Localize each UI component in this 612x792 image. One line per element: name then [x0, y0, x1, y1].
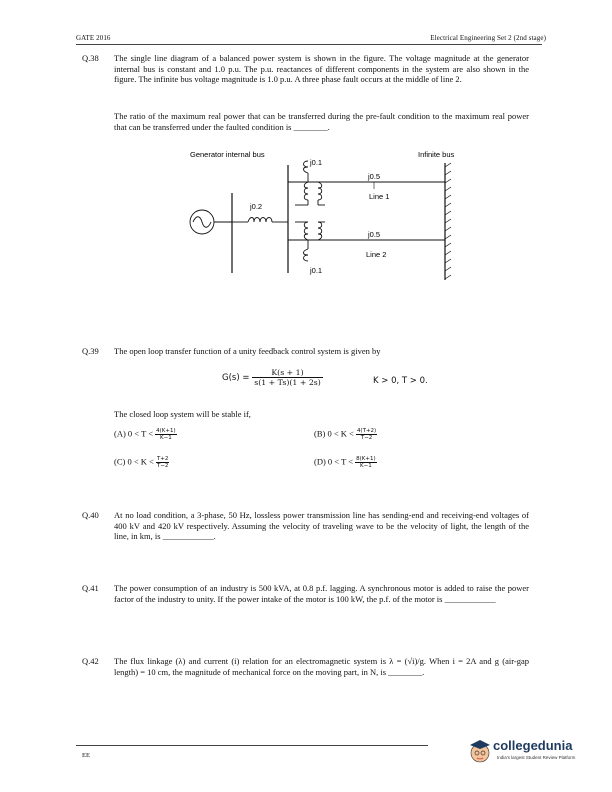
bottom-shunt-inductor: [304, 249, 309, 261]
line1-reactance: j0.5: [368, 172, 381, 181]
page-header-right: Electrical Engineering Set 2 (2nd stage): [430, 34, 546, 42]
gen-reactance-label: j0.2: [250, 202, 263, 211]
q41-number: Q.41: [82, 583, 99, 593]
q39-option-c: [114, 456, 169, 469]
q39-option-b: [314, 428, 377, 441]
q41-text: The power consumption of an industry is 500 kVA, at 0.8 p.f. lagging. A synchronous motor is added to raise the power factor of the industry to unity. If the power intake of the motor is 100 kW, the p.f. of the motor is ____________: [114, 583, 529, 604]
gen-bus-label: Generator internal bus: [190, 150, 265, 159]
footer-brand: collegedunia: [493, 738, 573, 753]
q39-transfer-function: [222, 368, 323, 387]
line1-inductor: [304, 182, 308, 200]
q42-text: The flux linkage (λ) and current (i) relation for an electromagnetic system is λ = (√i)/g. When i = 2A and g (air-gap length) = 10 cm, the magnitude of mechanical force on the moving part, in N, is ________.: [114, 656, 529, 677]
option-b-den: T−2: [360, 435, 373, 441]
tf-lhs: G(s) =: [222, 373, 250, 383]
option-a-num: 4(K+1): [156, 428, 176, 434]
top-shunt-inductor: [304, 161, 309, 173]
tf-denominator: s(1 + Ts)(1 + 2s): [254, 378, 321, 387]
q40-text: At no load condition, a 3-phase, 50 Hz, lossless power transmission line has sending-end and receiving-end voltages of 400 kV and 420 kV respectively. Assuming the velocity of traveling wave to be the velocity of light, the length of the line, in km, is ____________.: [114, 510, 529, 542]
q38-para1: The single line diagram of a balanced power system is shown in the figure. The voltage magnitude at the generator internal bus is constant and 1.0 p.u. The p.u. reactances of different components in the system are also shown in the figure. The infinite bus voltage magnitude is 1.0 p.u. A three phase fault occurs at the middle of line 2.: [114, 53, 529, 85]
q39-stable-text: The closed loop system will be stable if,: [114, 409, 251, 419]
option-a-fraction: [155, 428, 177, 441]
bottom-shunt-label: j0.1: [310, 266, 323, 275]
option-b-label: (B) 0 < K <: [314, 428, 354, 439]
top-shunt-label: j0.1: [310, 158, 323, 167]
option-c-num: T+2: [156, 456, 169, 462]
gen-reactance-inductor: [248, 218, 272, 223]
q39-option-a: [114, 428, 177, 441]
option-c-den: T−2: [156, 463, 169, 469]
q39-number: Q.39: [82, 346, 99, 356]
option-b-fraction: [356, 428, 377, 441]
inf-bus-label: Infinite bus: [418, 150, 455, 159]
page-header-left: GATE 2016: [76, 34, 111, 42]
line2-label: Line 2: [366, 250, 387, 259]
q39-option-d: [314, 456, 377, 469]
q42-number: Q.42: [82, 656, 99, 666]
q38-number: Q.38: [82, 53, 99, 63]
footer-left: EE: [82, 752, 90, 759]
option-a-label: (A) 0 < T <: [114, 428, 154, 439]
line2-inductor: [304, 222, 308, 240]
single-line-diagram: [180, 145, 470, 285]
line2-reactance: j0.5: [368, 230, 381, 239]
q38-para2: The ratio of the maximum real power that can be transferred during the pre-fault condition to the maximum real power that can be transferred under the faulted condition is ________.: [114, 111, 529, 132]
option-b-num: 4(T+2): [356, 428, 377, 434]
option-d-label: (D) 0 < T <: [314, 456, 354, 467]
q39-intro: The open loop transfer function of a unity feedback control system is given by: [114, 346, 381, 356]
option-d-num: 8(K+1): [356, 456, 376, 462]
option-a-den: K−1: [160, 435, 172, 441]
infinite-bus-hatch: [445, 163, 451, 279]
option-c-label: (C) 0 < K <: [114, 456, 154, 467]
footer-tagline: India's largest Student Review Platform: [497, 755, 576, 760]
q40-number: Q.40: [82, 510, 99, 520]
tf-fraction: [252, 368, 323, 387]
tf-numerator: K(s + 1): [252, 368, 323, 378]
option-c-fraction: [156, 456, 169, 469]
line1-label: Line 1: [369, 192, 390, 201]
generator-sine-icon: [193, 217, 211, 228]
header-divider: [76, 44, 542, 45]
tf-condition: K > 0, T > 0.: [373, 376, 428, 386]
footer-divider: [76, 745, 428, 746]
option-d-den: K−1: [360, 463, 372, 469]
option-d-fraction: [355, 456, 377, 469]
